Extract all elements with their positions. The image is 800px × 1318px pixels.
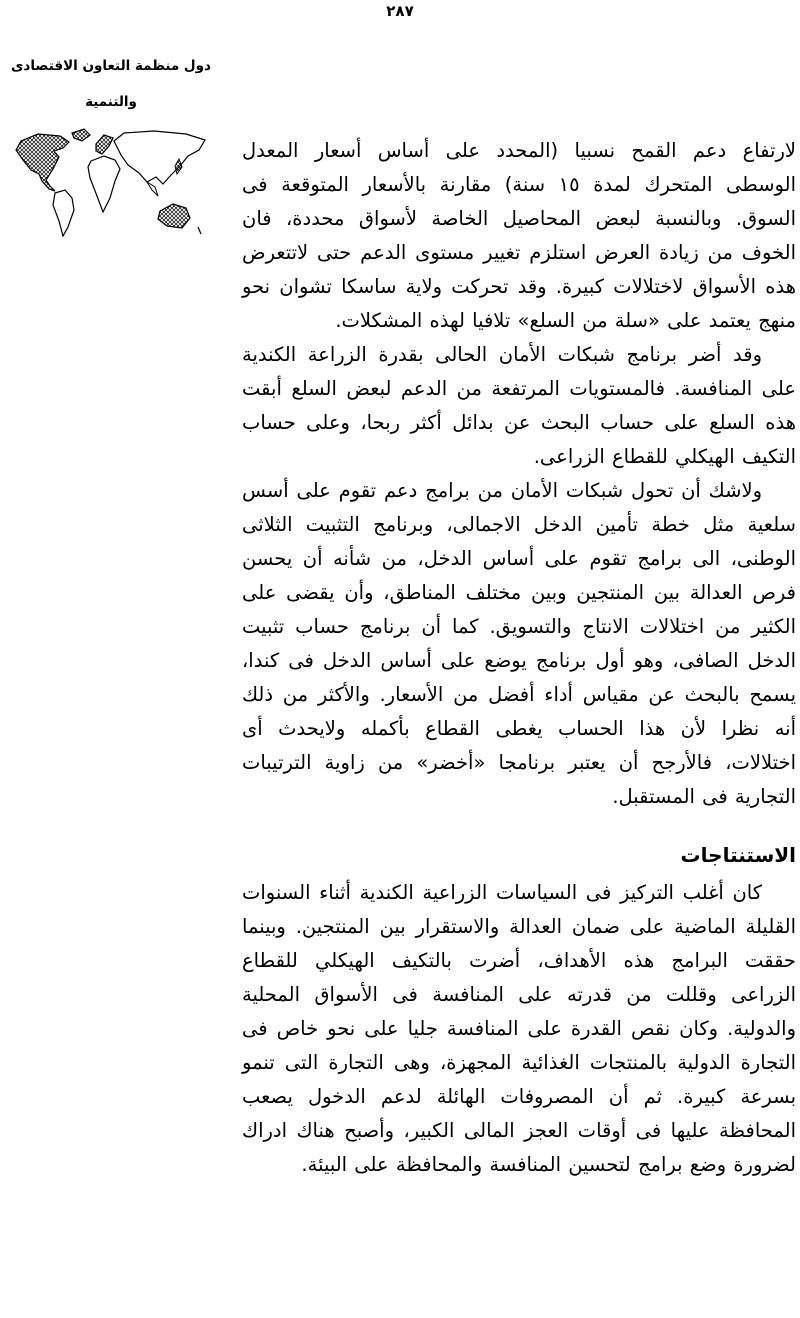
region-japan [175, 159, 182, 174]
paragraph: لارتفاع دعم القمح نسبيا (المحدد على أساس أسعار المعدل الوسطى المتحرك لمدة ١٥ سنة) مقارنة بالأسعار المتوقعة فى السوق. وبالنسبة لبعض المحاصيل الخاصة لأسواق محددة، فان الخوف من زيادة العرض استلزم تغيير مستوى الدعم حتى لاتتعرض هذه الأسواق لاختلالات كبيرة. وقد تحركت ولاية ساسكا تشوان نحو منهج يعتمد على «سلة من السلع» تلافيا لهذه المشكلات. [242, 139, 796, 332]
region-europe [96, 135, 113, 154]
paragraph: كان أغلب التركيز فى السياسات الزراعية الكندية أثناء السنوات القليلة الماضية على ضمان العدالة والاستقرار بين المنتجين. وبينما حققت البرامج هذه الأهداف، أضرت بالتكيف الهيكلي للقطاع الزراعى وقللت من قدرته على المنافسة فى الأسواق المحلية والدولية. وكان نقص القدرة على المنافسة جليا على نحو خاص فى التجارة الدولية بالمنتجات الغذائية المجهزة، وهى التجارة التى تنمو بسرعة كبيرة. ثم أن المصروفات الهائلة لدعم الدخول يصعب المحافظة عليها فى أوقات العجز المالى الكبير، وأصبح هناك ادراك لضرورة وضع برامج لتحسين المنافسة والمحافظة على البيئة. [242, 881, 796, 1176]
sidebar-caption-line1: دول منظمة التعاون الاقتصادى [11, 58, 211, 74]
section-heading-conclusions: الاستنتاجات [680, 843, 796, 867]
region-africa [88, 156, 120, 212]
region-australia [158, 204, 190, 228]
page-number: ٢٨٧ [386, 2, 414, 20]
region-new-zealand [198, 227, 201, 234]
region-southeast-asia [147, 182, 158, 196]
region-south-america [53, 190, 74, 236]
sidebar-caption-line2: والتنمية [85, 94, 137, 110]
main-text-column [242, 134, 796, 1182]
margin-sidebar [4, 48, 218, 246]
region-asia [114, 131, 205, 184]
region-greenland [72, 129, 90, 141]
region-north-america [16, 134, 69, 191]
paragraph: وقد أضر برنامج شبكات الأمان الحالى بقدرة الزراعة الكندية على المنافسة. فالمستويات المرتفعة من الدعم لبعض السلع أبقت هذه السلع على حساب البحث عن بدائل أكثر ربحا، وعلى حساب التكيف الهيكلي للقطاع الزراعى. [242, 343, 796, 468]
paragraph: ولاشك أن تحول شبكات الأمان من برامج دعم تقوم على أسس سلعية مثل خطة تأمين الدخل الاجمالى، وبرنامج التثبيت الثلاثى الوطنى، الى برامج تقوم على أساس الدخل، من شأنه أن يحسن فرص العدالة بين المنتجين وبين مختلف المناطق، وأن يقضى على الكثير من اختلالات الانتاج والتسويق. كما أن برنامج حساب تثبيت الدخل الصافى، وهو أول برنامج يوضع على أساس الدخل فى كندا، يسمح بالبحث عن مقياس أداء أفضل من الأسعار. والأكثر من ذلك أنه نظرا لأن هذا الحساب يغطى القطاع بأكمله ولايحدث أى اختلالات، فالأرجح أن يعتبر برنامجا «أخضر» من زاوية الترتيبات التجارية فى المستقبل. [242, 479, 796, 808]
world-map-icon [7, 124, 215, 242]
